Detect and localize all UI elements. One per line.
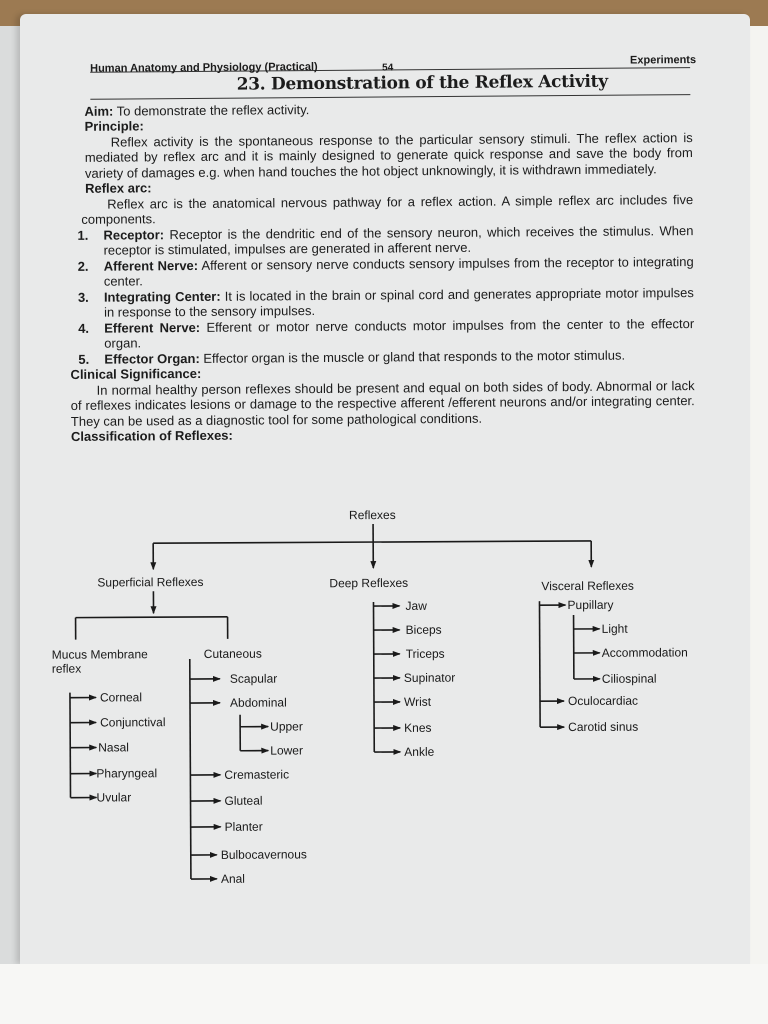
- reflex-arc-components: [63, 223, 694, 367]
- node-cutaneous: Cutaneous: [203, 646, 262, 661]
- leaf-carotid-sinus: Carotid sinus: [568, 719, 639, 735]
- leaf-uvular: Uvular: [96, 790, 132, 805]
- list-item: 4. Efferent Nerve: Efferent or motor nerve conducts motor impulses from the center to the effector organ.: [78, 315, 695, 351]
- principle-text: Reflex activity is the spontaneous response to the particular sensory stimuli. The reflex action is mediated by reflex arc and it is mainly designed to generate quick response and save the body from variety of damages e.g. when hand touches the hot object unknowingly, it is withdrawn immediately.: [84, 129, 693, 181]
- header-book-title: Human Anatomy and Physiology (Practical): [90, 60, 318, 75]
- leaf-lower: Lower: [270, 743, 303, 758]
- list-item: 3. Integrating Center: It is located in the brain or spinal cord and generates appropriate motor impulses in response to the sensory impulses.: [77, 284, 694, 320]
- node-deep: Deep Reflexes: [329, 575, 409, 591]
- leaf-wrist: Wrist: [403, 694, 432, 709]
- leaf-corneal: Corneal: [99, 690, 143, 705]
- leaf-anal: Anal: [220, 871, 245, 886]
- leaf-scapular: Scapular: [229, 671, 278, 686]
- node-mucus-membrane: Mucus Membrane reflex: [51, 647, 148, 676]
- header-section: Experiments: [629, 54, 697, 67]
- leaf-accommodation: Accommodation: [601, 645, 688, 660]
- leaf-pharyngeal: Pharyngeal: [96, 766, 158, 781]
- leaf-ankle: Ankle: [404, 744, 435, 759]
- leaf-light: Light: [601, 621, 628, 636]
- page-title: 23. Demonstration of the Reflex Activity: [236, 71, 608, 95]
- leaf-cremasteric: Cremasteric: [224, 767, 290, 782]
- bottom-background: [0, 964, 768, 1024]
- leaf-triceps: Triceps: [405, 646, 445, 661]
- aim-text: To demonstrate the reflex activity.: [113, 101, 310, 119]
- clinical-text: In normal healthy person reflexes should be present and equal on both sides of body. Abnormal or lack of reflexes indicates lesions or damage to the respective afferent /efferent neurons and/or integrating center. They can be used as a diagnostic tool for some pathological conditions.: [70, 377, 695, 429]
- page-number: 54: [382, 62, 394, 74]
- aim-label: Aim:: [84, 103, 114, 119]
- leaf-knes: Knes: [404, 720, 432, 735]
- list-item: 2. Afferent Nerve: Afferent or sensory nerve conducts sensory impulses from the receptor to integrating center.: [77, 253, 694, 289]
- reflex-classification-diagram: [43, 504, 725, 898]
- leaf-abdominal: Abdominal: [229, 695, 287, 710]
- page-content: [62, 49, 695, 444]
- list-item: 5. Effector Organ: Effector organ is the muscle or gland that responds to the motor stimulus.: [78, 347, 626, 367]
- leaf-planter: Planter: [224, 819, 263, 834]
- principle-label: Principle:: [84, 118, 144, 134]
- leaf-pupillary: Pupillary: [567, 597, 614, 613]
- reflex-arc-text: Reflex arc is the anatomical nervous pathway for a reflex action. A simple reflex arc includes five components.: [81, 191, 694, 227]
- node-superficial: Superficial Reflexes: [97, 574, 204, 590]
- leaf-biceps: Biceps: [405, 622, 442, 637]
- leaf-nasal: Nasal: [98, 740, 129, 755]
- node-reflexes: Reflexes: [348, 507, 396, 523]
- list-item: 1. Receptor: Receptor is the dendritic end of the sensory neuron, which receives the stimulus. When receptor is stimulated, impulses are generated in afferent nerve.: [77, 222, 694, 258]
- classification-label: Classification of Reflexes:: [70, 427, 233, 444]
- leaf-upper: Upper: [270, 719, 303, 734]
- clinical-label: Clinical Significance:: [70, 365, 202, 382]
- leaf-gluteal: Gluteal: [224, 793, 263, 808]
- leaf-ciliospinal: Ciliospinal: [601, 671, 657, 686]
- page-edge: [0, 26, 20, 966]
- leaf-conjunctival: Conjunctival: [100, 715, 166, 730]
- leaf-oculocardiac: Oculocardiac: [567, 693, 639, 709]
- reflex-arc-label: Reflex arc:: [84, 180, 152, 196]
- node-visceral: Visceral Reflexes: [541, 578, 634, 594]
- leaf-supinator: Supinator: [403, 670, 456, 685]
- leaf-bulbocavernous: Bulbocavernous: [220, 847, 307, 862]
- leaf-jaw: Jaw: [405, 598, 427, 613]
